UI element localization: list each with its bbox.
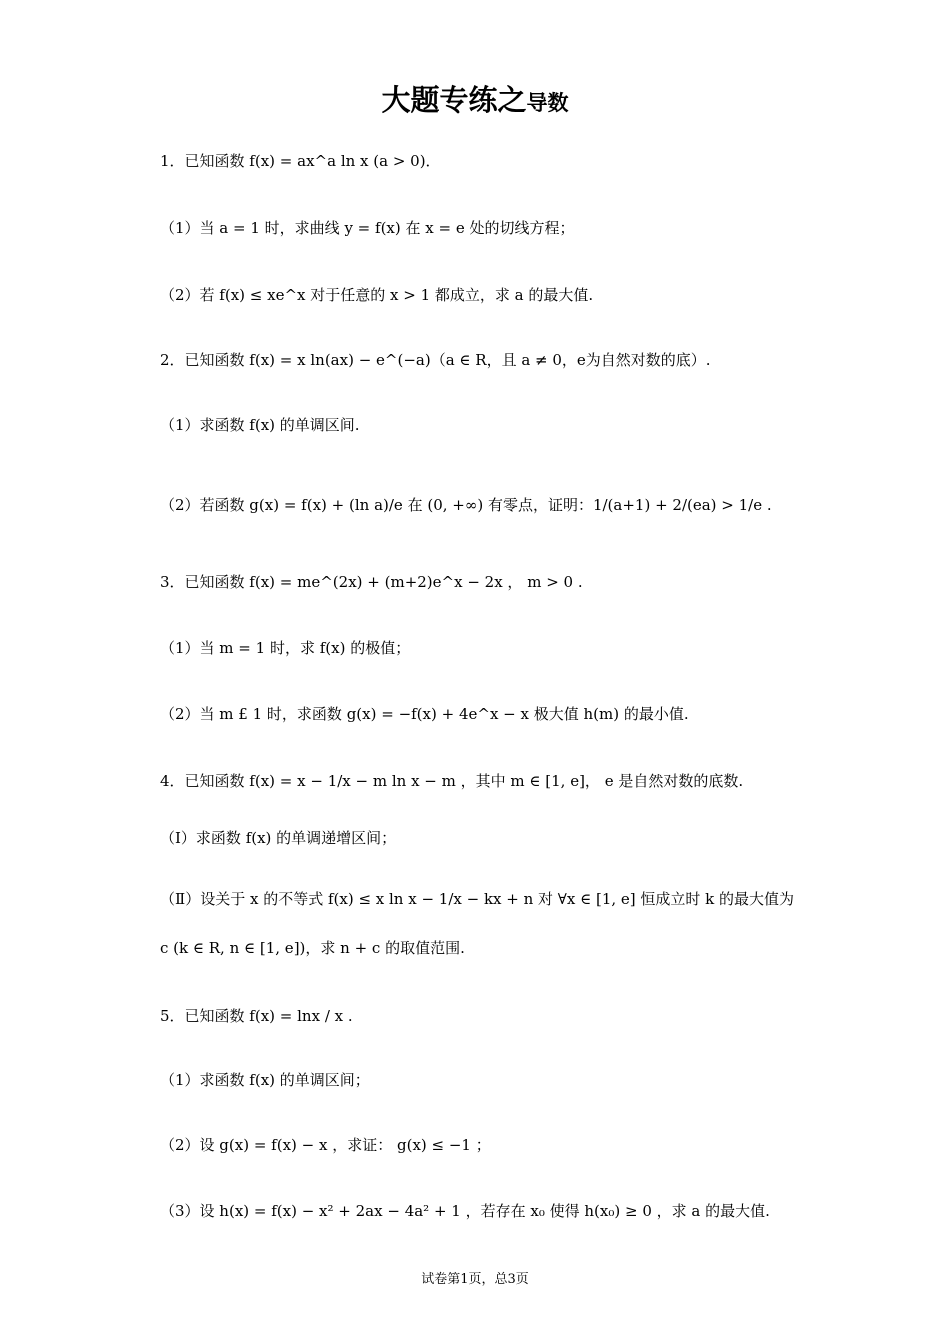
page-footer: 试卷第1页，总3页 [421, 1272, 529, 1287]
problem-5-part-3: （3）设 h(x) = f(x) − x² + 2ax − 4a² + 1 ，若存在 x₀ 使得 h(x₀) ≥ 0 ，求 a 的最大值. [160, 1202, 770, 1220]
problem-3-stem: 3．已知函数 f(x) = me^(2x) + (m+2)e^x − 2x ， m > 0 . [160, 573, 583, 591]
problem-3-part-2: （2）当 m £ 1 时，求函数 g(x) = −f(x) + 4e^x − x 极大值 h(m) 的最小值. [160, 705, 689, 723]
problem-4-stem: 4．已知函数 f(x) = x − 1/x − m ln x − m ，其中 m ∈ [1, e]， e 是自然对数的底数. [160, 772, 744, 790]
problem-2-part-2: （2）若函数 g(x) = f(x) + (ln a)/e 在 (0, +∞) 有零点，证明：1/(a+1) + 2/(ea) > 1/e . [160, 496, 772, 514]
problem-5-stem: 5．已知函数 f(x) = lnx / x . [160, 1007, 353, 1025]
problem-1-stem: 1．已知函数 f(x) = ax^a ln x (a > 0)． [160, 152, 441, 170]
problem-4-part-2: （Ⅱ）设关于 x 的不等式 f(x) ≤ x ln x − 1/x − kx + n 对 ∀x ∈ [1, e] 恒成立时 k 的最大值为 [160, 890, 795, 908]
problem-2-part-1: （1）求函数 f(x) 的单调区间. [160, 416, 360, 434]
problem-1-part-1: （1）当 a = 1 时，求曲线 y = f(x) 在 x = e 处的切线方程； [160, 219, 575, 237]
title-main: 大题专练之 [381, 83, 527, 117]
title-sub: 导数 [526, 91, 569, 115]
problem-2-stem: 2．已知函数 f(x) = x ln(ax) − e^(−a)（a ∈ R，且 a ≠ 0，e为自然对数的底）. [160, 351, 711, 369]
problem-5-part-2: （2）设 g(x) = f(x) − x ，求证： g(x) ≤ −1 ； [160, 1136, 491, 1154]
problem-5-part-1: （1）求函数 f(x) 的单调区间； [160, 1071, 370, 1089]
problem-4-part-2-cont: c (k ∈ R, n ∈ [1, e])，求 n + c 的取值范围. [160, 939, 465, 957]
problem-4-part-1: （Ⅰ）求函数 f(x) 的单调递增区间； [160, 829, 397, 847]
page-title [0, 78, 950, 119]
problem-1-part-2: （2）若 f(x) ≤ xe^x 对于任意的 x > 1 都成立，求 a 的最大值. [160, 286, 594, 304]
problem-3-part-1: （1）当 m = 1 时，求 f(x) 的极值； [160, 639, 411, 657]
